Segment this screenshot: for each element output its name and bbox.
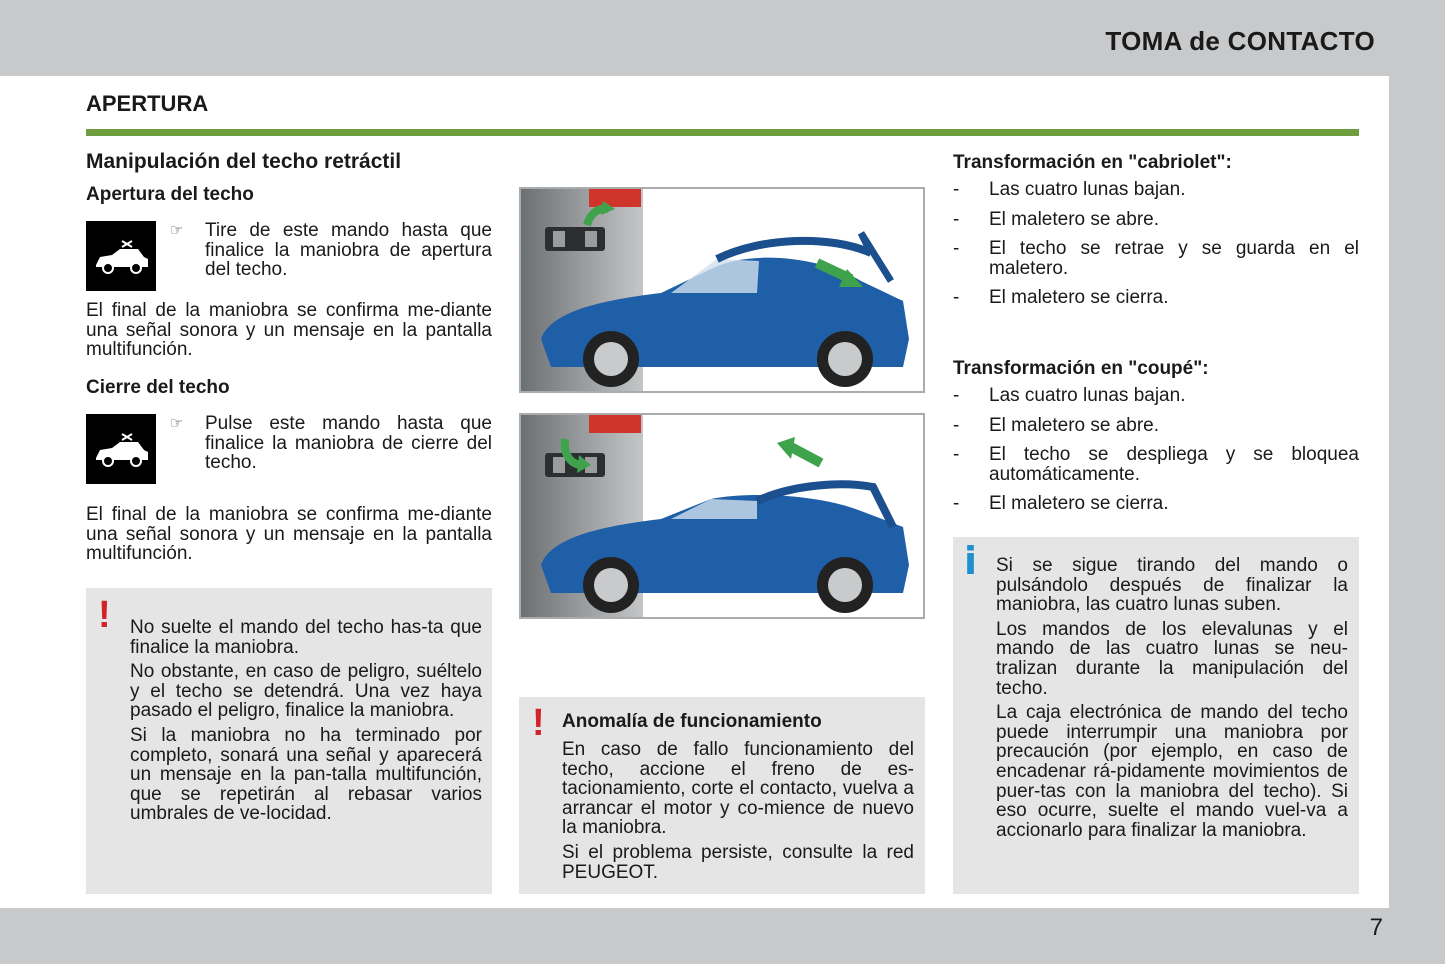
info-paragraph: La caja electrónica de mando del techo puede interrumpir una maniobra por precaución (por ejemplo, en caso de encadenar rá-pidamente movimientos de puer-tas con la maniobra del techo). Si eso ocurre, suelte el mando vuel-va a accionarlo para finalizar la maniobra. (996, 702, 1348, 841)
anomaly-title: Anomalía de funcionamiento (562, 711, 822, 732)
warning-paragraph: Si la maniobra no ha terminado por completo, sonará una señal y aparecerá un mensaje en la pan-talla multifunción, que se repetirán al rebasar varios umbrales de ve-locidad. (130, 724, 482, 825)
anomaly-paragraph: En caso de fallo funcionamiento del techo, accione el freno de es-tacionamiento, corte el contacto, vuelva a arrancar el motor y co-mience de nuevo la maniobra. (562, 739, 914, 839)
warning-paragraph: No obstante, en caso de peligro, suéltelo y el techo se detendrá. Una vez haya pasado el peligro, finalice la maniobra. (130, 661, 482, 722)
warning-icon: ! (98, 594, 111, 636)
info-icon: i (964, 539, 978, 583)
section-divider (86, 129, 1359, 136)
hand-pointer-icon: ☞ (170, 222, 184, 239)
hand-pointer-icon: ☞ (170, 415, 184, 432)
list-item: - El techo se retrae y se guarda en el maletero. (953, 238, 1359, 279)
coupe-title: Transformación en "coupé": (953, 358, 1209, 379)
info-paragraph: Los mandos de los elevalunas y el mando de las cuatro lunas se neu-tralizan durante la manipulación del techo. (996, 618, 1348, 699)
opening-heading: Apertura del techo (86, 184, 254, 205)
opening-confirm-text: El final de la maniobra se confirma me-diante una señal sonora y un mensaje en la pantalla multifunción. (86, 300, 492, 361)
cabriolet-list (953, 180, 1359, 308)
list-item: - El techo se despliega y se bloquea automáticamente. (953, 444, 1359, 485)
chapter-title: TOMA de CONTACTO (1105, 26, 1375, 56)
car-illustration (519, 187, 925, 393)
list-item: - El maletero se abre. (953, 414, 1160, 436)
coupe-list (953, 386, 1359, 514)
list-item: - Las cuatro lunas bajan. (953, 385, 1186, 406)
list-item: - El maletero se abre. (953, 208, 1160, 230)
warning-icon: ! (532, 702, 545, 744)
cabriolet-title: Transformación en "cabriolet": (953, 152, 1232, 173)
car-illustration (519, 413, 925, 619)
roof-button-icon (86, 414, 156, 484)
list-item: - El maletero se cierra. (953, 287, 1169, 309)
opening-instruction: Tire de este mando hasta que finalice la maniobra de apertura del techo. (205, 220, 492, 281)
list-item: - Las cuatro lunas bajan. (953, 179, 1186, 200)
closing-confirm-text: El final de la maniobra se confirma me-diante una señal sonora y un mensaje en la pantalla multifunción. (86, 504, 492, 565)
info-text (996, 556, 1348, 840)
anomaly-paragraph: Si el problema persiste, consulte la red PEUGEOT. (562, 841, 914, 883)
info-paragraph: Si se sigue tirando del mando o pulsándolo después de finalizar la maniobra, las cuatro lunas suben. (996, 555, 1348, 616)
warning-paragraph: No suelte el mando del techo has-ta que finalice la maniobra. (130, 617, 482, 658)
closing-instruction: Pulse este mando hasta que finalice la maniobra de cierre del techo. (205, 413, 492, 474)
page-number: 7 (1369, 914, 1383, 941)
topic-title: Manipulación del techo retráctil (86, 150, 402, 173)
warning-text (130, 618, 482, 824)
anomaly-text (562, 740, 914, 882)
list-item: - El maletero se cierra. (953, 493, 1169, 515)
section-title: APERTURA (86, 91, 209, 116)
closing-heading: Cierre del techo (86, 377, 230, 398)
roof-button-icon (86, 221, 156, 291)
